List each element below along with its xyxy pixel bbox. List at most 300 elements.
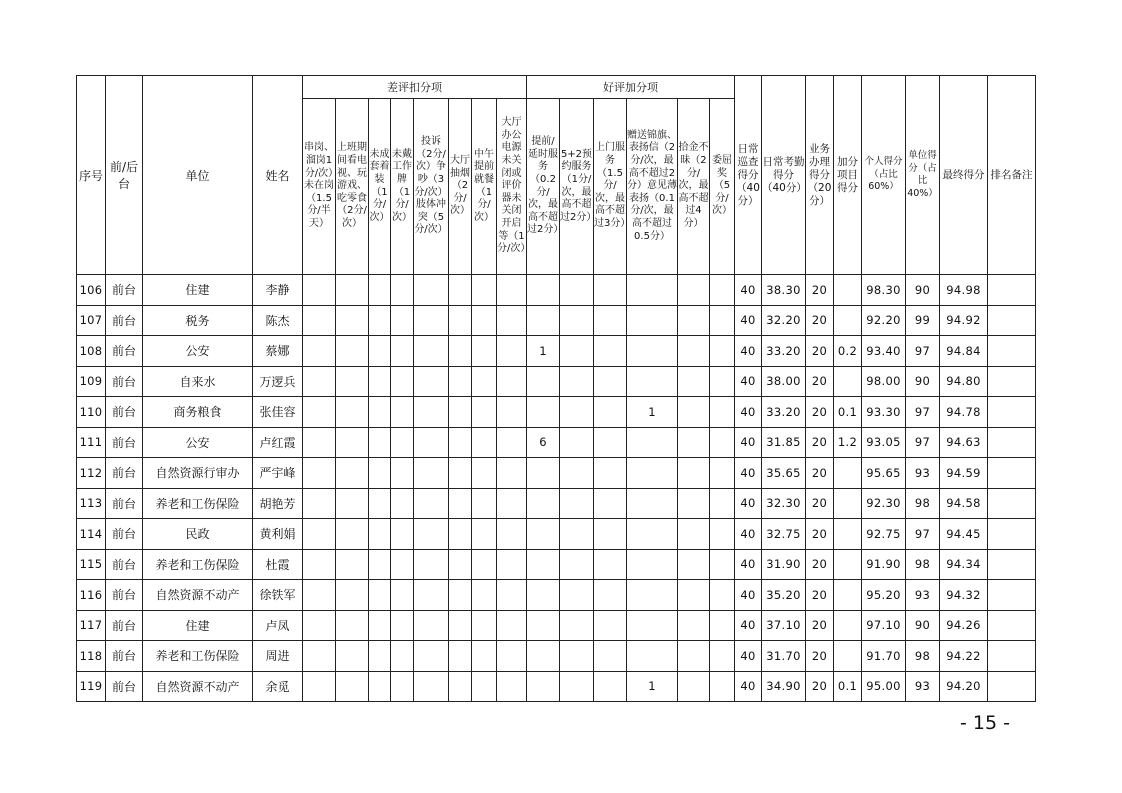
row-positive-cell	[678, 366, 710, 397]
row-positive-cell	[594, 549, 627, 580]
row-unit-score: 97	[906, 397, 940, 428]
row-final: 94.59	[940, 458, 988, 489]
row-final: 94.20	[940, 671, 988, 702]
row-business: 20	[806, 397, 834, 428]
row-negative-cell	[414, 549, 449, 580]
row-final: 94.32	[940, 580, 988, 611]
row-positive-cell	[710, 305, 735, 336]
row-seq: 108	[77, 336, 106, 367]
row-name: 余觅	[253, 671, 303, 702]
row-negative-cell	[303, 305, 336, 336]
row-attendance: 38.00	[762, 366, 806, 397]
row-attendance: 38.30	[762, 275, 806, 306]
row-negative-cell	[472, 366, 497, 397]
row-name: 胡艳芳	[253, 488, 303, 519]
row-negative-cell	[472, 641, 497, 672]
row-final: 94.22	[940, 641, 988, 672]
row-negative-cell	[497, 275, 527, 306]
header-neg-item-7: 中午提前就餐（1分/次）	[472, 99, 497, 275]
row-name: 严宇峰	[253, 458, 303, 489]
row-negative-cell	[336, 427, 369, 458]
row-rank	[988, 641, 1036, 672]
row-negative-cell	[369, 549, 391, 580]
row-final: 94.84	[940, 336, 988, 367]
row-negative-cell	[369, 610, 391, 641]
row-negative-cell	[414, 275, 449, 306]
row-attendance: 35.65	[762, 458, 806, 489]
row-final: 94.34	[940, 549, 988, 580]
row-business: 20	[806, 458, 834, 489]
row-negative-cell	[472, 397, 497, 428]
row-seq: 110	[77, 397, 106, 428]
row-patrol: 40	[735, 366, 762, 397]
row-negative-cell	[369, 519, 391, 550]
row-unit: 住建	[143, 610, 253, 641]
row-final: 94.63	[940, 427, 988, 458]
row-positive-cell	[710, 275, 735, 306]
row-negative-cell	[449, 641, 472, 672]
row-negative-cell	[303, 610, 336, 641]
header-name: 姓名	[253, 76, 303, 275]
row-unit-score: 97	[906, 336, 940, 367]
row-rank	[988, 427, 1036, 458]
row-negative-cell	[449, 427, 472, 458]
row-negative-cell	[336, 458, 369, 489]
row-negative-cell	[497, 580, 527, 611]
header-pos-item-4: 赠送锦旗、表扬信（2分/次，最高不超过2分）意见薄表扬（0.1分/次，最高不超过0.5分）	[627, 99, 678, 275]
row-negative-cell	[303, 519, 336, 550]
row-unit: 住建	[143, 275, 253, 306]
row-desk: 前台	[106, 671, 143, 702]
row-positive-cell	[594, 305, 627, 336]
row-positive-cell: 1	[527, 336, 560, 367]
row-desk: 前台	[106, 366, 143, 397]
row-negative-cell	[303, 397, 336, 428]
row-rank	[988, 488, 1036, 519]
row-unit: 税务	[143, 305, 253, 336]
row-patrol: 40	[735, 519, 762, 550]
row-positive-cell	[678, 641, 710, 672]
row-negative-cell	[414, 336, 449, 367]
row-negative-cell	[497, 427, 527, 458]
row-negative-cell	[391, 427, 414, 458]
row-bonus	[834, 275, 862, 306]
row-unit-score: 97	[906, 519, 940, 550]
row-seq: 117	[77, 610, 106, 641]
row-name: 黄利娟	[253, 519, 303, 550]
row-negative-cell	[449, 458, 472, 489]
row-negative-cell	[336, 519, 369, 550]
row-positive-cell	[594, 336, 627, 367]
row-negative-cell	[303, 275, 336, 306]
row-rank	[988, 275, 1036, 306]
row-negative-cell	[414, 610, 449, 641]
row-positive-cell	[710, 397, 735, 428]
row-negative-cell	[472, 488, 497, 519]
row-negative-cell	[472, 305, 497, 336]
header-neg-item-8: 大厅办公电源未关闭或评价器未关闭开启等（1分/次）	[497, 99, 527, 275]
header-neg-item-1: 串岗、溜岗1分/次）未在岗（1.5分/半天）	[303, 99, 336, 275]
row-negative-cell	[449, 305, 472, 336]
row-negative-cell	[497, 519, 527, 550]
row-seq: 116	[77, 580, 106, 611]
row-unit-score: 93	[906, 671, 940, 702]
row-final: 94.78	[940, 397, 988, 428]
header-neg-item-2: 上班期间看电视、玩游戏、吃零食（2分/次）	[336, 99, 369, 275]
row-business: 20	[806, 580, 834, 611]
row-negative-cell	[497, 397, 527, 428]
row-positive-cell	[710, 610, 735, 641]
row-patrol: 40	[735, 305, 762, 336]
row-name: 李静	[253, 275, 303, 306]
row-negative-cell	[391, 610, 414, 641]
row-negative-cell	[414, 488, 449, 519]
row-unit-score: 93	[906, 458, 940, 489]
row-negative-cell	[391, 549, 414, 580]
row-bonus	[834, 458, 862, 489]
row-bonus	[834, 549, 862, 580]
row-name: 陈杰	[253, 305, 303, 336]
row-positive-cell	[594, 610, 627, 641]
row-positive-cell	[627, 458, 678, 489]
row-positive-cell	[710, 641, 735, 672]
row-positive-cell	[560, 397, 594, 428]
header-pos-item-3: 上门服务（1.5分/次，最高不超过3分）	[594, 99, 627, 275]
row-positive-cell	[560, 549, 594, 580]
row-patrol: 40	[735, 488, 762, 519]
row-personal: 93.05	[862, 427, 906, 458]
row-negative-cell	[336, 397, 369, 428]
row-negative-cell	[472, 458, 497, 489]
row-negative-cell	[303, 671, 336, 702]
row-positive-cell: 1	[627, 397, 678, 428]
row-negative-cell	[449, 488, 472, 519]
row-positive-cell	[527, 305, 560, 336]
row-positive-cell	[594, 519, 627, 550]
row-desk: 前台	[106, 275, 143, 306]
row-unit: 养老和工伤保险	[143, 641, 253, 672]
row-name: 蔡娜	[253, 336, 303, 367]
header-final: 最终得分	[940, 76, 988, 275]
row-positive-cell	[627, 519, 678, 550]
row-desk: 前台	[106, 549, 143, 580]
row-rank	[988, 519, 1036, 550]
row-negative-cell	[414, 427, 449, 458]
row-unit: 民政	[143, 519, 253, 550]
row-positive-cell	[594, 427, 627, 458]
row-unit: 自来水	[143, 366, 253, 397]
row-positive-cell	[560, 366, 594, 397]
row-positive-cell	[527, 458, 560, 489]
row-personal: 93.30	[862, 397, 906, 428]
row-negative-cell	[414, 366, 449, 397]
header-unit-score: 单位得分（占比40%）	[906, 76, 940, 275]
row-name: 卢红霞	[253, 427, 303, 458]
row-final: 94.80	[940, 366, 988, 397]
row-positive-cell	[594, 641, 627, 672]
row-patrol: 40	[735, 580, 762, 611]
table-row	[77, 641, 1036, 672]
row-attendance: 31.85	[762, 427, 806, 458]
row-attendance: 31.90	[762, 549, 806, 580]
row-seq: 106	[77, 275, 106, 306]
row-positive-cell	[627, 336, 678, 367]
row-desk: 前台	[106, 458, 143, 489]
row-positive-cell	[627, 488, 678, 519]
row-patrol: 40	[735, 458, 762, 489]
row-positive-cell	[678, 397, 710, 428]
row-personal: 92.75	[862, 519, 906, 550]
row-positive-cell	[710, 549, 735, 580]
row-unit-score: 90	[906, 610, 940, 641]
row-final: 94.58	[940, 488, 988, 519]
row-positive-cell	[594, 397, 627, 428]
row-negative-cell	[472, 519, 497, 550]
row-negative-cell	[497, 458, 527, 489]
row-positive-cell	[527, 549, 560, 580]
row-positive-cell	[678, 610, 710, 641]
row-rank	[988, 671, 1036, 702]
row-seq: 109	[77, 366, 106, 397]
row-positive-cell	[710, 671, 735, 702]
row-patrol: 40	[735, 397, 762, 428]
row-negative-cell	[414, 458, 449, 489]
row-negative-cell	[497, 641, 527, 672]
header-pos-item-1: 提前/延时服务（0.2分/次，最高不超过2分）	[527, 99, 560, 275]
row-negative-cell	[369, 641, 391, 672]
row-unit: 公安	[143, 427, 253, 458]
row-positive-cell	[678, 488, 710, 519]
row-desk: 前台	[106, 519, 143, 550]
header-bonus: 加分项目得分	[834, 76, 862, 275]
row-name: 徐铁军	[253, 580, 303, 611]
header-attendance: 日常考勤得分（40分）	[762, 76, 806, 275]
row-negative-cell	[449, 519, 472, 550]
row-negative-cell	[472, 275, 497, 306]
row-bonus	[834, 641, 862, 672]
row-negative-cell	[497, 549, 527, 580]
table-row	[77, 397, 1036, 428]
header-neg-item-3: 未成套着装（1分/次）	[369, 99, 391, 275]
row-name: 卢凤	[253, 610, 303, 641]
row-personal: 92.30	[862, 488, 906, 519]
row-unit: 公安	[143, 336, 253, 367]
table-row	[77, 488, 1036, 519]
header-desk: 前/后台	[106, 76, 143, 275]
row-bonus: 1.2	[834, 427, 862, 458]
row-personal: 91.90	[862, 549, 906, 580]
row-attendance: 32.75	[762, 519, 806, 550]
row-desk: 前台	[106, 397, 143, 428]
header-personal: 个人得分（占比60%）	[862, 76, 906, 275]
header-seq: 序号	[77, 76, 106, 275]
table-row	[77, 275, 1036, 306]
row-negative-cell	[414, 641, 449, 672]
row-negative-cell	[391, 275, 414, 306]
row-personal: 92.20	[862, 305, 906, 336]
row-negative-cell	[336, 580, 369, 611]
row-unit-score: 90	[906, 366, 940, 397]
row-negative-cell	[472, 671, 497, 702]
row-attendance: 35.20	[762, 580, 806, 611]
row-positive-cell	[560, 458, 594, 489]
row-negative-cell	[414, 519, 449, 550]
row-bonus: 0.2	[834, 336, 862, 367]
row-negative-cell	[369, 458, 391, 489]
row-unit: 养老和工伤保险	[143, 488, 253, 519]
row-final: 94.92	[940, 305, 988, 336]
table-row	[77, 305, 1036, 336]
row-positive-cell	[594, 458, 627, 489]
row-positive-cell	[678, 336, 710, 367]
row-negative-cell	[336, 641, 369, 672]
row-positive-cell	[527, 397, 560, 428]
table-row	[77, 671, 1036, 702]
row-unit: 自然资源不动产	[143, 671, 253, 702]
row-personal: 95.65	[862, 458, 906, 489]
row-negative-cell	[497, 336, 527, 367]
row-positive-cell	[594, 366, 627, 397]
row-patrol: 40	[735, 610, 762, 641]
row-positive-cell	[710, 519, 735, 550]
table-row	[77, 549, 1036, 580]
row-business: 20	[806, 671, 834, 702]
row-positive-cell	[560, 488, 594, 519]
row-negative-cell	[336, 305, 369, 336]
row-positive-cell	[594, 671, 627, 702]
row-attendance: 37.10	[762, 610, 806, 641]
table-row	[77, 366, 1036, 397]
row-unit: 自然资源行审办	[143, 458, 253, 489]
row-positive-cell	[678, 427, 710, 458]
row-negative-cell	[369, 580, 391, 611]
row-seq: 112	[77, 458, 106, 489]
row-bonus: 0.1	[834, 671, 862, 702]
row-seq: 107	[77, 305, 106, 336]
header-patrol: 日常巡查得分（40分）	[735, 76, 762, 275]
row-bonus	[834, 580, 862, 611]
row-positive-cell	[527, 519, 560, 550]
row-patrol: 40	[735, 275, 762, 306]
header-rank: 排名备注	[988, 76, 1036, 275]
row-rank	[988, 610, 1036, 641]
row-positive-cell	[710, 366, 735, 397]
row-business: 20	[806, 305, 834, 336]
row-personal: 98.30	[862, 275, 906, 306]
row-desk: 前台	[106, 336, 143, 367]
row-positive-cell	[527, 488, 560, 519]
row-positive-cell	[627, 610, 678, 641]
row-patrol: 40	[735, 641, 762, 672]
row-seq: 114	[77, 519, 106, 550]
row-attendance: 33.20	[762, 336, 806, 367]
header-neg-item-5: 投诉（2分/次）争吵（3分/次）肢体冲突（5分/次）	[414, 99, 449, 275]
row-negative-cell	[449, 610, 472, 641]
table-row	[77, 458, 1036, 489]
row-negative-cell	[336, 671, 369, 702]
row-unit-score: 98	[906, 641, 940, 672]
row-negative-cell	[303, 458, 336, 489]
row-positive-cell	[560, 519, 594, 550]
row-negative-cell	[369, 427, 391, 458]
row-bonus: 0.1	[834, 397, 862, 428]
row-desk: 前台	[106, 580, 143, 611]
row-positive-cell	[678, 671, 710, 702]
row-negative-cell	[414, 305, 449, 336]
row-bonus	[834, 305, 862, 336]
row-positive-cell: 6	[527, 427, 560, 458]
row-positive-cell	[527, 641, 560, 672]
row-personal: 93.40	[862, 336, 906, 367]
row-positive-cell	[710, 488, 735, 519]
row-negative-cell	[472, 336, 497, 367]
row-positive-cell	[560, 427, 594, 458]
row-positive-cell	[710, 458, 735, 489]
row-negative-cell	[369, 488, 391, 519]
row-name: 杜霞	[253, 549, 303, 580]
row-negative-cell	[391, 519, 414, 550]
row-seq: 115	[77, 549, 106, 580]
row-negative-cell	[391, 336, 414, 367]
row-desk: 前台	[106, 305, 143, 336]
row-name: 张佳容	[253, 397, 303, 428]
row-attendance: 32.30	[762, 488, 806, 519]
row-positive-cell	[678, 458, 710, 489]
row-attendance: 31.70	[762, 641, 806, 672]
row-positive-cell	[627, 427, 678, 458]
row-positive-cell	[560, 305, 594, 336]
row-positive-cell	[710, 336, 735, 367]
row-unit: 自然资源不动产	[143, 580, 253, 611]
row-business: 20	[806, 488, 834, 519]
row-desk: 前台	[106, 641, 143, 672]
row-desk: 前台	[106, 610, 143, 641]
row-negative-cell	[391, 305, 414, 336]
row-positive-cell	[594, 580, 627, 611]
header-unit: 单位	[143, 76, 253, 275]
row-positive-cell	[560, 610, 594, 641]
row-positive-cell	[527, 610, 560, 641]
row-positive-cell	[678, 549, 710, 580]
row-personal: 95.20	[862, 580, 906, 611]
row-negative-cell	[369, 336, 391, 367]
row-negative-cell	[472, 610, 497, 641]
table-row	[77, 427, 1036, 458]
table-body	[77, 275, 1036, 702]
row-negative-cell	[497, 366, 527, 397]
row-unit-score: 98	[906, 549, 940, 580]
row-patrol: 40	[735, 427, 762, 458]
row-positive-cell	[710, 427, 735, 458]
header-positive-group: 好评加分项	[527, 76, 735, 99]
row-attendance: 34.90	[762, 671, 806, 702]
row-negative-cell	[369, 671, 391, 702]
row-unit: 养老和工伤保险	[143, 549, 253, 580]
row-business: 20	[806, 336, 834, 367]
row-negative-cell	[391, 397, 414, 428]
row-positive-cell	[527, 275, 560, 306]
row-attendance: 32.20	[762, 305, 806, 336]
row-negative-cell	[391, 488, 414, 519]
row-positive-cell	[627, 549, 678, 580]
row-unit-score: 97	[906, 427, 940, 458]
row-negative-cell	[449, 366, 472, 397]
row-positive-cell	[560, 671, 594, 702]
row-rank	[988, 366, 1036, 397]
row-negative-cell	[414, 580, 449, 611]
row-negative-cell	[472, 580, 497, 611]
row-business: 20	[806, 366, 834, 397]
